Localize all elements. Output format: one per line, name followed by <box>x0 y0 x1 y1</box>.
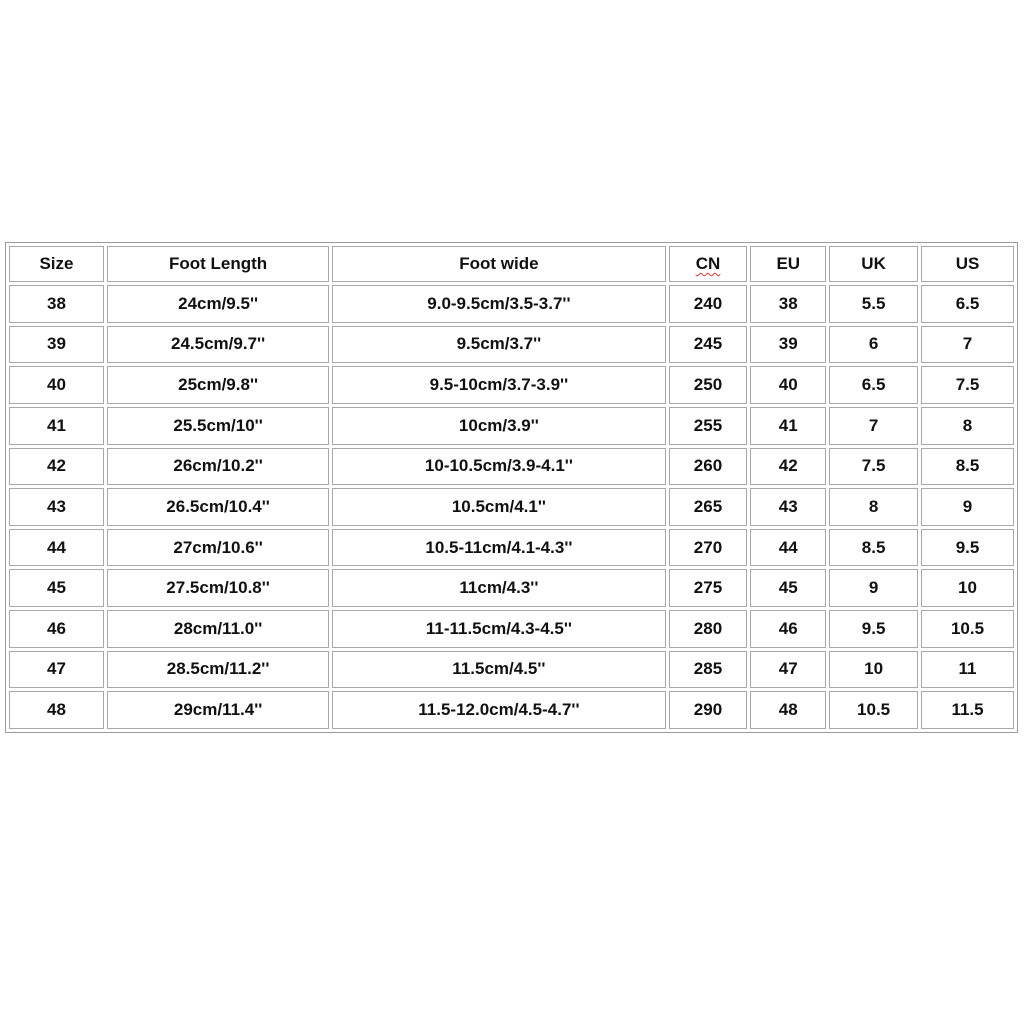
header-foot-length: Foot Length <box>107 246 329 282</box>
cell-cn: 280 <box>669 610 748 648</box>
cell-size: 41 <box>9 407 104 445</box>
cell-uk: 9.5 <box>829 610 918 648</box>
cell-us: 7 <box>921 326 1014 364</box>
cell-foot-wide: 9.5-10cm/3.7-3.9'' <box>332 366 665 404</box>
table-row <box>9 651 1014 689</box>
cell-size: 43 <box>9 488 104 526</box>
size-chart-table <box>5 242 1018 733</box>
cell-size: 48 <box>9 691 104 729</box>
cell-eu: 40 <box>750 366 826 404</box>
cell-size: 44 <box>9 529 104 567</box>
cell-eu: 41 <box>750 407 826 445</box>
cell-us: 7.5 <box>921 366 1014 404</box>
cell-size: 42 <box>9 448 104 486</box>
cell-cn: 270 <box>669 529 748 567</box>
cell-us: 6.5 <box>921 285 1014 323</box>
table-row <box>9 529 1014 567</box>
cell-foot-wide: 10-10.5cm/3.9-4.1'' <box>332 448 665 486</box>
cell-us: 10 <box>921 569 1014 607</box>
cell-foot-wide: 11.5cm/4.5'' <box>332 651 665 689</box>
cell-foot-length: 28cm/11.0'' <box>107 610 329 648</box>
cell-foot-length: 27cm/10.6'' <box>107 529 329 567</box>
cell-cn: 260 <box>669 448 748 486</box>
cell-uk: 6.5 <box>829 366 918 404</box>
cell-eu: 48 <box>750 691 826 729</box>
cell-foot-length: 28.5cm/11.2'' <box>107 651 329 689</box>
cell-size: 38 <box>9 285 104 323</box>
header-foot-wide: Foot wide <box>332 246 665 282</box>
cell-eu: 46 <box>750 610 826 648</box>
cell-size: 40 <box>9 366 104 404</box>
table-row <box>9 488 1014 526</box>
table-row <box>9 691 1014 729</box>
cell-cn: 250 <box>669 366 748 404</box>
header-row <box>9 246 1014 282</box>
cell-size: 46 <box>9 610 104 648</box>
table-row <box>9 326 1014 364</box>
cell-foot-length: 24cm/9.5'' <box>107 285 329 323</box>
cell-us: 8 <box>921 407 1014 445</box>
cell-foot-wide: 11cm/4.3'' <box>332 569 665 607</box>
cell-foot-length: 27.5cm/10.8'' <box>107 569 329 607</box>
header-size: Size <box>9 246 104 282</box>
cell-foot-wide: 11-11.5cm/4.3-4.5'' <box>332 610 665 648</box>
header-cn <box>669 246 748 282</box>
cell-eu: 39 <box>750 326 826 364</box>
cell-foot-length: 25cm/9.8'' <box>107 366 329 404</box>
cell-foot-wide: 10.5-11cm/4.1-4.3'' <box>332 529 665 567</box>
table-row <box>9 448 1014 486</box>
cell-cn: 245 <box>669 326 748 364</box>
cell-size: 39 <box>9 326 104 364</box>
cell-uk: 7 <box>829 407 918 445</box>
cell-eu: 43 <box>750 488 826 526</box>
cell-cn: 275 <box>669 569 748 607</box>
cell-uk: 9 <box>829 569 918 607</box>
table-row <box>9 610 1014 648</box>
cell-us: 9 <box>921 488 1014 526</box>
cell-uk: 8.5 <box>829 529 918 567</box>
cell-foot-length: 26cm/10.2'' <box>107 448 329 486</box>
cell-eu: 45 <box>750 569 826 607</box>
cell-us: 8.5 <box>921 448 1014 486</box>
cell-size: 45 <box>9 569 104 607</box>
cell-foot-length: 24.5cm/9.7'' <box>107 326 329 364</box>
cell-eu: 47 <box>750 651 826 689</box>
cell-eu: 38 <box>750 285 826 323</box>
cell-cn: 255 <box>669 407 748 445</box>
cell-foot-wide: 11.5-12.0cm/4.5-4.7'' <box>332 691 665 729</box>
header-cn-label: CN <box>695 254 721 273</box>
cell-uk: 7.5 <box>829 448 918 486</box>
cell-cn: 285 <box>669 651 748 689</box>
cell-eu: 42 <box>750 448 826 486</box>
cell-foot-wide: 9.0-9.5cm/3.5-3.7'' <box>332 285 665 323</box>
table-row <box>9 366 1014 404</box>
cell-foot-wide: 10.5cm/4.1'' <box>332 488 665 526</box>
cell-cn: 240 <box>669 285 748 323</box>
header-eu: EU <box>750 246 826 282</box>
cell-uk: 5.5 <box>829 285 918 323</box>
cell-foot-wide: 10cm/3.9'' <box>332 407 665 445</box>
cell-uk: 6 <box>829 326 918 364</box>
cell-us: 11.5 <box>921 691 1014 729</box>
header-uk: UK <box>829 246 918 282</box>
cell-size: 47 <box>9 651 104 689</box>
cell-us: 11 <box>921 651 1014 689</box>
cell-eu: 44 <box>750 529 826 567</box>
cell-uk: 10 <box>829 651 918 689</box>
cell-us: 9.5 <box>921 529 1014 567</box>
header-us: US <box>921 246 1014 282</box>
cell-foot-length: 29cm/11.4'' <box>107 691 329 729</box>
table-body <box>9 285 1014 729</box>
cell-uk: 8 <box>829 488 918 526</box>
cell-cn: 290 <box>669 691 748 729</box>
table-row <box>9 569 1014 607</box>
cell-uk: 10.5 <box>829 691 918 729</box>
cell-foot-length: 26.5cm/10.4'' <box>107 488 329 526</box>
table-row <box>9 407 1014 445</box>
table-row <box>9 285 1014 323</box>
cell-foot-length: 25.5cm/10'' <box>107 407 329 445</box>
cell-foot-wide: 9.5cm/3.7'' <box>332 326 665 364</box>
cell-us: 10.5 <box>921 610 1014 648</box>
cell-cn: 265 <box>669 488 748 526</box>
